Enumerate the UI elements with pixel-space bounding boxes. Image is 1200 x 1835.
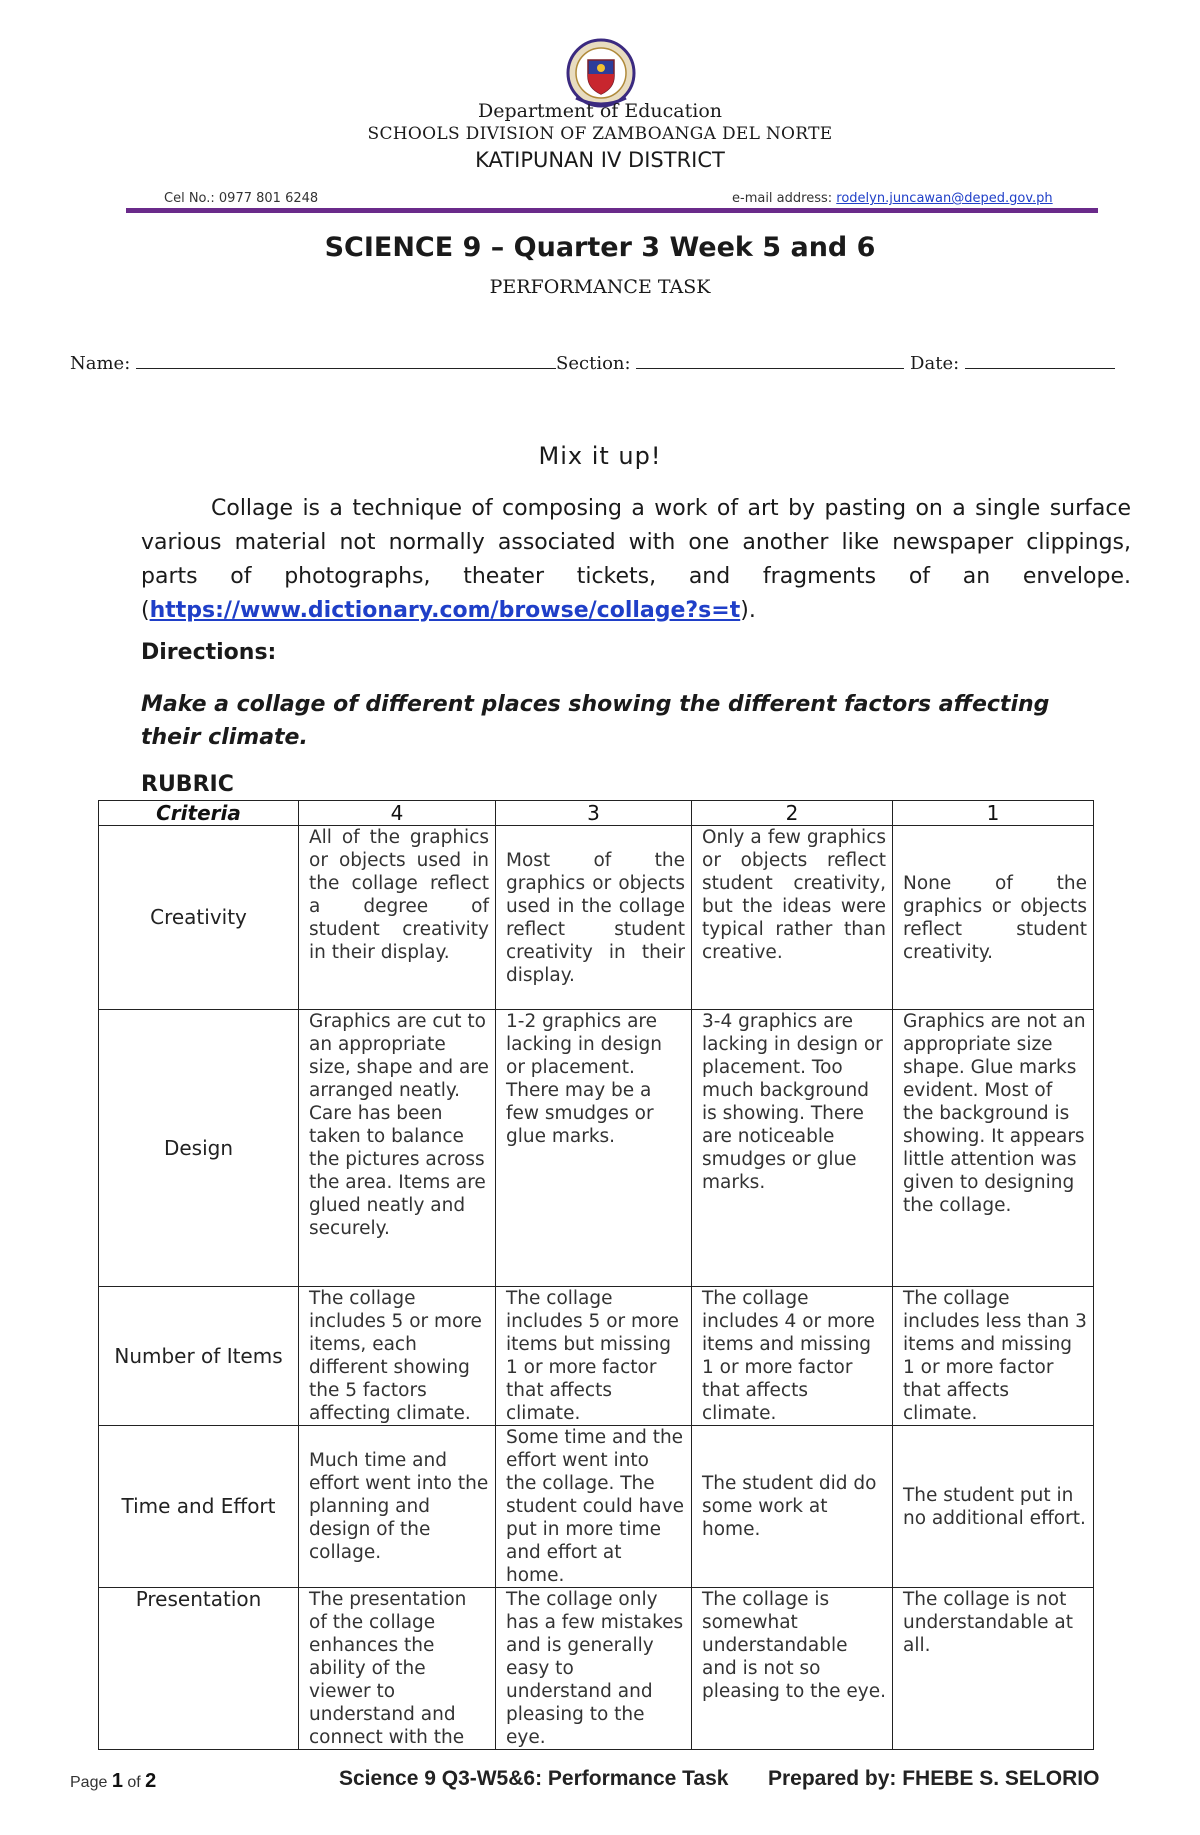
table-cell: The student did do some work at home. (692, 1426, 893, 1588)
date-field[interactable] (965, 350, 1115, 369)
section-label: Section: (556, 353, 631, 374)
table-cell: Some time and the effort went into the collage. The student could have put in more time and effort at home. (496, 1426, 692, 1588)
table-cell: 3-4 graphics are lacking in design or placement. Too much background is showing. There are noticeable smudges or glue marks. (692, 1010, 893, 1287)
division-name: SCHOOLS DIVISION OF ZAMBOANGA DEL NORTE (367, 124, 833, 144)
section-field[interactable] (636, 350, 904, 369)
table-cell: The collage is somewhat understandable and is not so pleasing to the eye. (692, 1588, 893, 1750)
deped-seal-icon (566, 38, 636, 108)
table-row (99, 826, 1094, 1010)
table-cell: The collage is not understandable at all. (893, 1588, 1094, 1750)
name-field[interactable] (136, 350, 556, 369)
table-cell: The collage only has a few mistakes and is generally easy to understand and pleasing to the eye. (496, 1588, 692, 1750)
header-criteria: Criteria (99, 801, 299, 826)
footer-title: Science 9 Q3-W5&6: Performance Task (339, 1767, 729, 1790)
table-cell: The collage includes less than 3 items and missing 1 or more factor that affects climate. (893, 1287, 1094, 1426)
rubric-header-row (99, 801, 1094, 826)
table-cell: 1-2 graphics are lacking in design or placement. There may be a few smudges or glue marks. (496, 1010, 692, 1287)
date-label: Date: (910, 353, 960, 374)
criterion-creativity: Creativity (99, 826, 299, 1010)
table-row (99, 1010, 1094, 1287)
table-cell: The collage includes 5 or more items but missing 1 or more factor that affects climate. (496, 1287, 692, 1426)
student-info-row (70, 350, 1130, 374)
page-of: of (122, 1774, 146, 1791)
table-cell: All of the graphics or objects used in the collage reflect a degree of student creativity in their display. (299, 826, 496, 1010)
table-cell: Graphics are not an appropriate size shape. Glue marks evident. Most of the background is showing. It appears little attention was given to designing the collage. (893, 1010, 1094, 1287)
header-score-4: 4 (299, 801, 496, 826)
table-cell: Most of the graphics or objects used in the collage reflect student creativity in their display. (496, 826, 692, 1010)
table-cell: The presentation of the collage enhances the ability of the viewer to understand and connect with the (299, 1588, 496, 1750)
page-current: 1 (111, 1770, 123, 1792)
table-cell: The student put in no additional effort. (893, 1426, 1094, 1588)
table-cell: Only a few graphics or objects reflect student creativity, but the ideas were typical rather than creative. (692, 826, 893, 1010)
email-line (732, 191, 1053, 206)
table-cell: None of the graphics or objects reflect student creativity. (893, 826, 1094, 1010)
rubric-label: RUBRIC (141, 772, 234, 797)
table-row (99, 1588, 1094, 1750)
table-cell: Graphics are cut to an appropriate size, shape and are arranged neatly. Care has been taken to balance the pictures across the area. Items are glued neatly and securely. (299, 1010, 496, 1287)
table-cell: The collage includes 4 or more items and missing 1 or more factor that affects climate. (692, 1287, 893, 1426)
department-name: Department of Education (478, 100, 722, 122)
header-score-3: 3 (496, 801, 692, 826)
directions-label: Directions: (141, 640, 277, 665)
header-score-2: 2 (692, 801, 893, 826)
header-score-1: 1 (893, 801, 1094, 826)
table-cell: Much time and effort went into the planning and design of the collage. (299, 1426, 496, 1588)
intro-close: ). (740, 598, 756, 623)
directions-text: Make a collage of different places showing the different factors affecting their climate. (141, 692, 1050, 750)
name-label: Name: (70, 353, 131, 374)
page-total: 2 (145, 1770, 157, 1792)
dictionary-link[interactable]: https://www.dictionary.com/browse/collage?s=t (149, 598, 741, 623)
table-row (99, 1426, 1094, 1588)
intro-text: Collage is a technique of composing a work of art by pasting on a single surface various material not normally associated with one another like newspaper clippings, parts of photographs, theater tickets, and fragments of an envelope. ( (141, 496, 1131, 623)
rubric-table (98, 800, 1094, 1750)
criterion-time-and-effort: Time and Effort (99, 1426, 299, 1588)
activity-heading: Mix it up! (538, 442, 662, 470)
cell-number: Cel No.: 0977 801 6248 (164, 191, 319, 206)
page-subtitle: PERFORMANCE TASK (489, 276, 711, 298)
page-title: SCIENCE 9 – Quarter 3 Week 5 and 6 (324, 232, 876, 263)
district-name: KATIPUNAN IV DISTRICT (475, 148, 725, 172)
header-divider (126, 208, 1098, 213)
page-word: Page (70, 1774, 112, 1791)
criterion-design: Design (99, 1010, 299, 1287)
table-cell: The collage includes 5 or more items, each different showing the 5 factors affecting climate. (299, 1287, 496, 1426)
footer-author: Prepared by: FHEBE S. SELORIO (768, 1767, 1100, 1790)
email-label: e-mail address: (732, 191, 837, 206)
table-row (99, 1287, 1094, 1426)
intro-paragraph (141, 492, 1131, 628)
criterion-presentation: Presentation (99, 1588, 299, 1750)
page-number (70, 1770, 156, 1793)
email-link[interactable]: rodelyn.juncawan@deped.gov.ph (836, 191, 1053, 206)
criterion-number-of-items: Number of Items (99, 1287, 299, 1426)
